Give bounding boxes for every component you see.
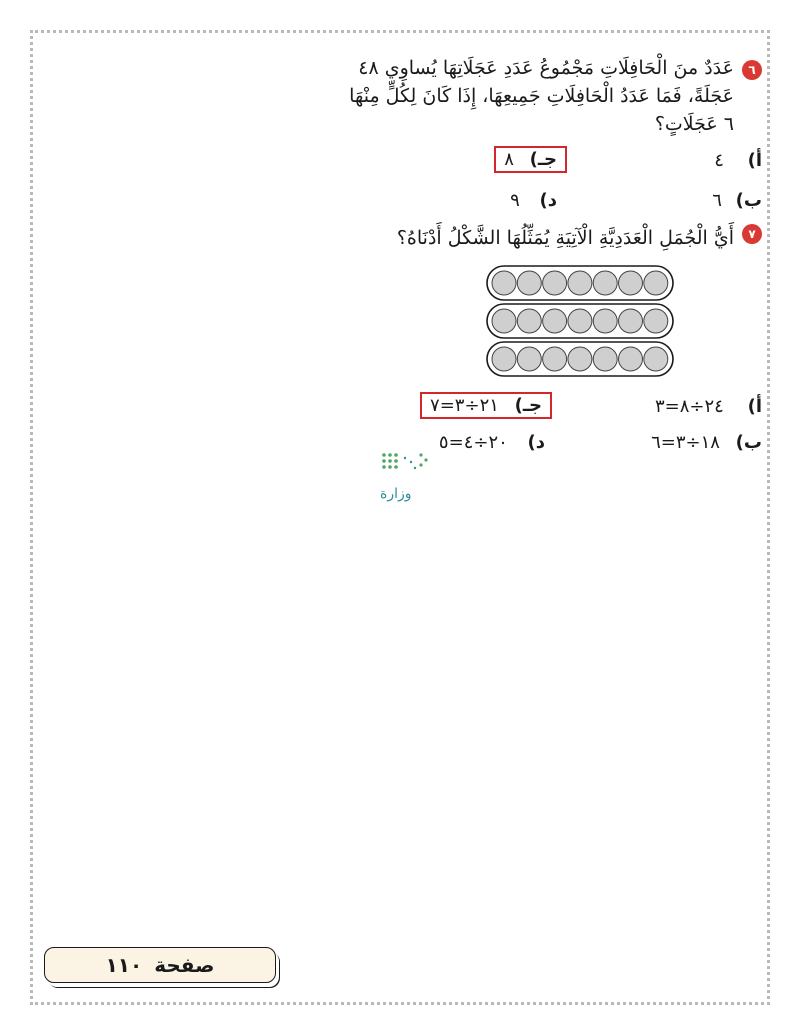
option-letter: جـ) bbox=[514, 395, 542, 416]
counter-circle bbox=[593, 309, 617, 333]
counter-circle bbox=[543, 309, 567, 333]
counter-circle bbox=[619, 347, 643, 371]
option-letter: د) bbox=[539, 190, 557, 211]
counter-circle bbox=[517, 309, 541, 333]
counters-svg bbox=[485, 264, 675, 378]
option-a[interactable] bbox=[714, 150, 762, 171]
option-value: ٢١÷٣=٧ bbox=[430, 395, 499, 416]
option-value: ٢٠÷٤=٥ bbox=[438, 432, 508, 453]
option-value: ٨ bbox=[504, 149, 514, 170]
ministry-logo-icon bbox=[381, 452, 431, 472]
option-b[interactable] bbox=[712, 190, 762, 211]
counter-circle bbox=[517, 347, 541, 371]
counter-circle bbox=[593, 271, 617, 295]
counter-circle bbox=[644, 347, 668, 371]
option-b[interactable] bbox=[651, 432, 762, 453]
option-letter: ب) bbox=[735, 190, 762, 211]
questions-area bbox=[340, 40, 770, 462]
ministry-label: وزارة bbox=[380, 486, 412, 502]
option-value: ٩ bbox=[510, 190, 520, 211]
counter-circle bbox=[644, 309, 668, 333]
counter-circle bbox=[492, 347, 516, 371]
option-value: ٦ bbox=[712, 190, 722, 211]
question-number-badge: ٧ bbox=[742, 224, 762, 244]
counter-circle bbox=[619, 271, 643, 295]
question-text: عَدَدٌ منَ الْحَافِلَاتِ مَجْمُوعُ عَدَدِ عَجَلَاتِهَا يُساوِي ٤٨ عَجَلَةً، فَمَا عَدَدُ الْحَافِلَاتِ جَمِيعِهَا، إِذَا كَانَ لِكُلٍّ مِنْهَا ٦ عَجَلَاتٍ؟ bbox=[349, 57, 734, 135]
option-c-correct[interactable] bbox=[494, 146, 567, 173]
counter-circle bbox=[568, 271, 592, 295]
option-letter: ب) bbox=[735, 432, 762, 453]
option-d[interactable] bbox=[510, 190, 557, 211]
counter-circle bbox=[517, 271, 541, 295]
page-number: ١١٠ bbox=[105, 953, 143, 977]
page-word: صفحة bbox=[154, 953, 215, 977]
question-6 bbox=[340, 40, 770, 224]
counters-figure bbox=[485, 264, 675, 378]
counter-circle bbox=[543, 347, 567, 371]
counter-circle bbox=[492, 309, 516, 333]
counter-circle bbox=[568, 309, 592, 333]
counter-circle bbox=[568, 347, 592, 371]
option-d[interactable] bbox=[439, 432, 545, 453]
counter-circle bbox=[593, 347, 617, 371]
counter-circle bbox=[644, 271, 668, 295]
option-c-correct[interactable] bbox=[420, 392, 552, 419]
question-7 bbox=[340, 224, 770, 462]
option-letter: جـ) bbox=[529, 149, 557, 170]
counter-circle bbox=[543, 271, 567, 295]
option-value: ٢٤÷٨=٣ bbox=[654, 396, 724, 417]
page-number-label bbox=[44, 947, 276, 983]
counter-circle bbox=[492, 271, 516, 295]
option-letter: أ) bbox=[747, 396, 762, 417]
question-number-badge: ٦ bbox=[742, 60, 762, 80]
answer-options bbox=[340, 388, 770, 462]
option-value: ١٨÷٣=٦ bbox=[651, 432, 720, 453]
counter-circle bbox=[619, 309, 643, 333]
option-letter: د) bbox=[527, 432, 545, 453]
answer-options bbox=[340, 138, 770, 224]
option-letter: أ) bbox=[747, 150, 762, 171]
question-text: أَيُّ الْجُمَلِ الْعَدَدِيَّةِ الْآتِيَةِ يُمَثِّلُهَا الشَّكْلُ أَدْنَاهُ؟ bbox=[396, 227, 734, 249]
option-a[interactable] bbox=[655, 396, 762, 417]
option-value: ٤ bbox=[714, 150, 724, 171]
